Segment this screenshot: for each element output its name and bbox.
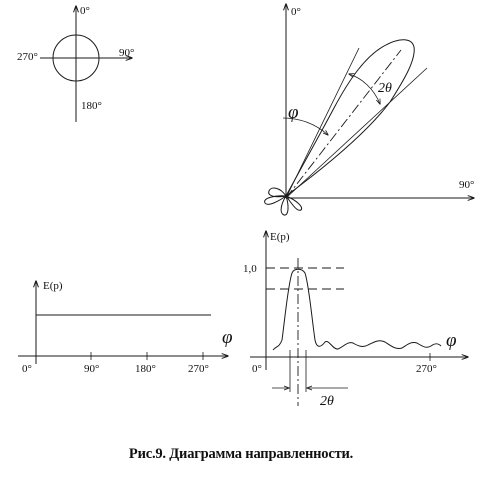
uniform-y-label: E(p) [43,280,63,292]
polar-label-top: 0° [291,6,301,18]
two-theta-arc [349,74,380,104]
uniform-tick-label-0: 0° [22,363,32,375]
compass-diagram [17,5,134,122]
figure-caption: Рис.9. Диаграмма направленности. [128,446,354,462]
beam-axis [286,50,401,198]
polar-label-right: 90° [459,179,475,191]
compass-label-left: 270° [17,51,38,63]
compass-label-right: 90° [119,47,135,59]
directional-tick-label-270: 270° [416,363,437,375]
directional-y-label: E(p) [270,231,290,243]
side-lobes [265,188,302,215]
phi-label: φ [288,102,299,123]
beam-edge-right [286,68,427,198]
uniform-tick-label-270: 270° [188,363,209,375]
uniform-tick-label-180: 180° [135,363,156,375]
uniform-tick-label-90: 90° [84,363,100,375]
compass-label-top: 0° [80,5,90,17]
directional-level-label: 1,0 [243,263,257,275]
beam-edge-left [286,48,359,198]
directional-x-label: φ [446,330,457,351]
directional-chart [243,231,468,409]
uniform-x-label: φ [222,327,233,348]
two-theta-label: 2θ [378,81,392,96]
compass-label-bottom: 180° [81,100,102,112]
polar-pattern-diagram [265,4,475,215]
width-label: 2θ [320,394,334,409]
uniform-chart [18,280,233,375]
directional-tick-label-0: 0° [252,363,262,375]
